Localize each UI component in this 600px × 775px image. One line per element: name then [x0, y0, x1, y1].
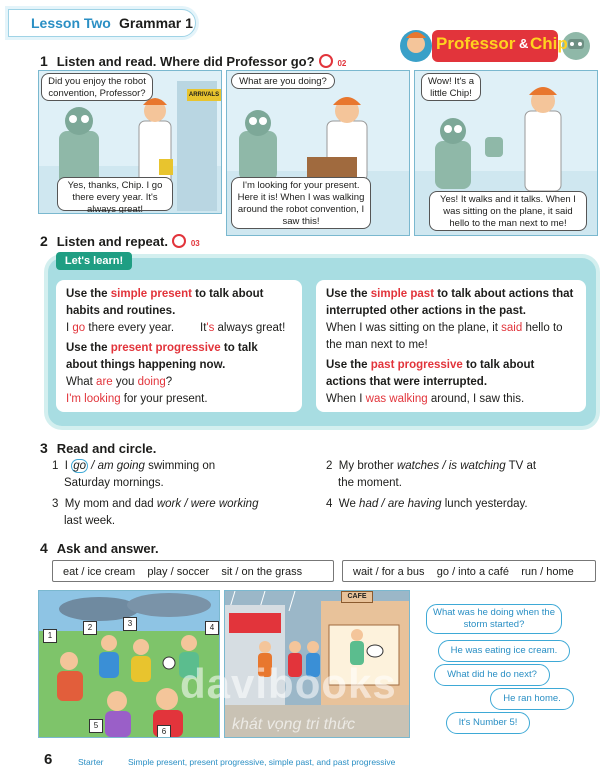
section-3-title: Read and circle. [56, 441, 157, 456]
arrivals-sign: ARRIVALS [187, 89, 221, 101]
footer-unit: Starter [78, 757, 104, 767]
picture-number: 1 [43, 629, 57, 643]
audio-icon[interactable] [319, 54, 333, 68]
speech-bubble: Yes, thanks, Chip. I go there every year. It's always great! [57, 177, 173, 211]
word-phrase: sit / on the grass [221, 566, 303, 578]
section-4-heading [40, 540, 159, 558]
circled-answer[interactable]: go [73, 460, 86, 472]
rule-present-progressive: Use the present progressive to talk about things happening now. [66, 342, 258, 371]
speech-bubble: Wow! It's a little Chip! [421, 73, 481, 101]
speech-callout: What did he do next? [434, 664, 550, 686]
speech-bubble: I'm looking for your present. Here it is! When I was walking around the robot convention, I saw this! [231, 177, 371, 229]
section-3-heading [40, 440, 156, 458]
comic-panel-2 [226, 70, 410, 236]
logo-word-chip: Chip [530, 34, 568, 53]
rule-simple-present: Use the simple present to talk about habits and routines. [66, 288, 264, 317]
example-line: When I was walking around, I saw this. [326, 393, 525, 405]
watermark-brand: davibooks [180, 660, 397, 707]
audio-icon[interactable] [172, 234, 186, 248]
audio-track: 03 [190, 239, 200, 248]
word-box-2 [342, 560, 596, 582]
exercise-item: 2 My brother watches / is watching TV at the moment. [326, 460, 537, 489]
word-phrase: eat / ice cream [63, 566, 136, 578]
speech-bubble: Did you enjoy the robot convention, Professor? [41, 73, 153, 101]
section-1-heading [40, 52, 346, 71]
logo-ampersand: & [519, 36, 529, 51]
example-line: When I was sitting on the plane, it said hello to the man next to me! [326, 322, 563, 351]
word-phrase: run / home [521, 566, 574, 578]
comic-panel-1 [38, 70, 222, 214]
picture-number: 4 [205, 621, 219, 635]
answer-option[interactable]: watches [396, 460, 440, 472]
lesson-topic: Grammar 1 [119, 15, 193, 31]
speech-bubble: Yes! It walks and it talks. When I was sitting on the plane, it said hello to the man next to me! [429, 191, 587, 231]
answer-option[interactable]: is watching [448, 460, 506, 472]
speech-callout: He ran home. [490, 688, 574, 710]
speech-callout: He was eating ice cream. [438, 640, 570, 662]
word-phrase: wait / for a bus [353, 566, 425, 578]
exercise-item: 4 We had / are having lunch yesterday. [326, 498, 528, 510]
answer-option[interactable]: were working [190, 498, 259, 510]
word-phrase: go / into a café [436, 566, 509, 578]
word-box-1 [52, 560, 334, 582]
professor-chip-logo [400, 24, 592, 68]
section-1-number: 1 [40, 53, 48, 69]
section-2-title: Listen and repeat. [56, 234, 168, 249]
picture-number: 2 [83, 621, 97, 635]
exercise-item: 3 My mom and dad work / were working last week. [52, 498, 259, 527]
rule-simple-past: Use the simple past to talk about actions that interrupted other actions in the past. [326, 288, 574, 317]
answer-option[interactable]: had [359, 498, 379, 510]
page-number: 6 [44, 751, 53, 768]
grammar-card-past [316, 280, 586, 412]
example-line: I'm looking for your present. [66, 393, 208, 405]
answer-option[interactable]: work [156, 498, 182, 510]
footer-topics: Simple present, present progressive, simple past, and past progressive [128, 757, 396, 767]
logo-word-professor: Professor [436, 34, 516, 53]
comic-panel-3 [414, 70, 598, 236]
answer-option[interactable]: am going [97, 460, 145, 472]
section-4-number: 4 [40, 540, 48, 556]
section-4-title: Ask and answer. [56, 541, 159, 556]
lets-learn-tag: Let's learn! [56, 252, 132, 270]
speech-callout: It's Number 5! [446, 712, 530, 734]
section-2-number: 2 [40, 233, 48, 249]
watermark-tagline: khát vọng tri thức [232, 716, 356, 733]
section-2-heading [40, 232, 200, 251]
answer-option[interactable]: are having [387, 498, 442, 510]
section-3-number: 3 [40, 440, 48, 456]
audio-track: 02 [337, 59, 347, 68]
picture-number: 6 [157, 725, 171, 738]
picture-number: 3 [123, 617, 137, 631]
rule-past-progressive: Use the past progressive to talk about actions that were interrupted. [326, 359, 535, 388]
lesson-header [8, 9, 196, 37]
grammar-card-present [56, 280, 302, 412]
exercise-item: 1 I go / am going swimming on Saturday mornings. [52, 460, 216, 489]
section-1-title: Listen and read. Where did Professor go? [56, 54, 315, 69]
example-line: I go there every year. It's always great! [66, 322, 286, 334]
picture-number: 5 [89, 719, 103, 733]
speech-bubble: What are you doing? [231, 73, 335, 89]
word-phrase: play / soccer [147, 566, 210, 578]
lesson-label: Lesson Two [31, 15, 111, 31]
example-line: What are you doing? [66, 376, 173, 388]
cafe-sign: CAFE [341, 591, 373, 603]
speech-callout: What was he doing when the storm started? [426, 604, 562, 634]
